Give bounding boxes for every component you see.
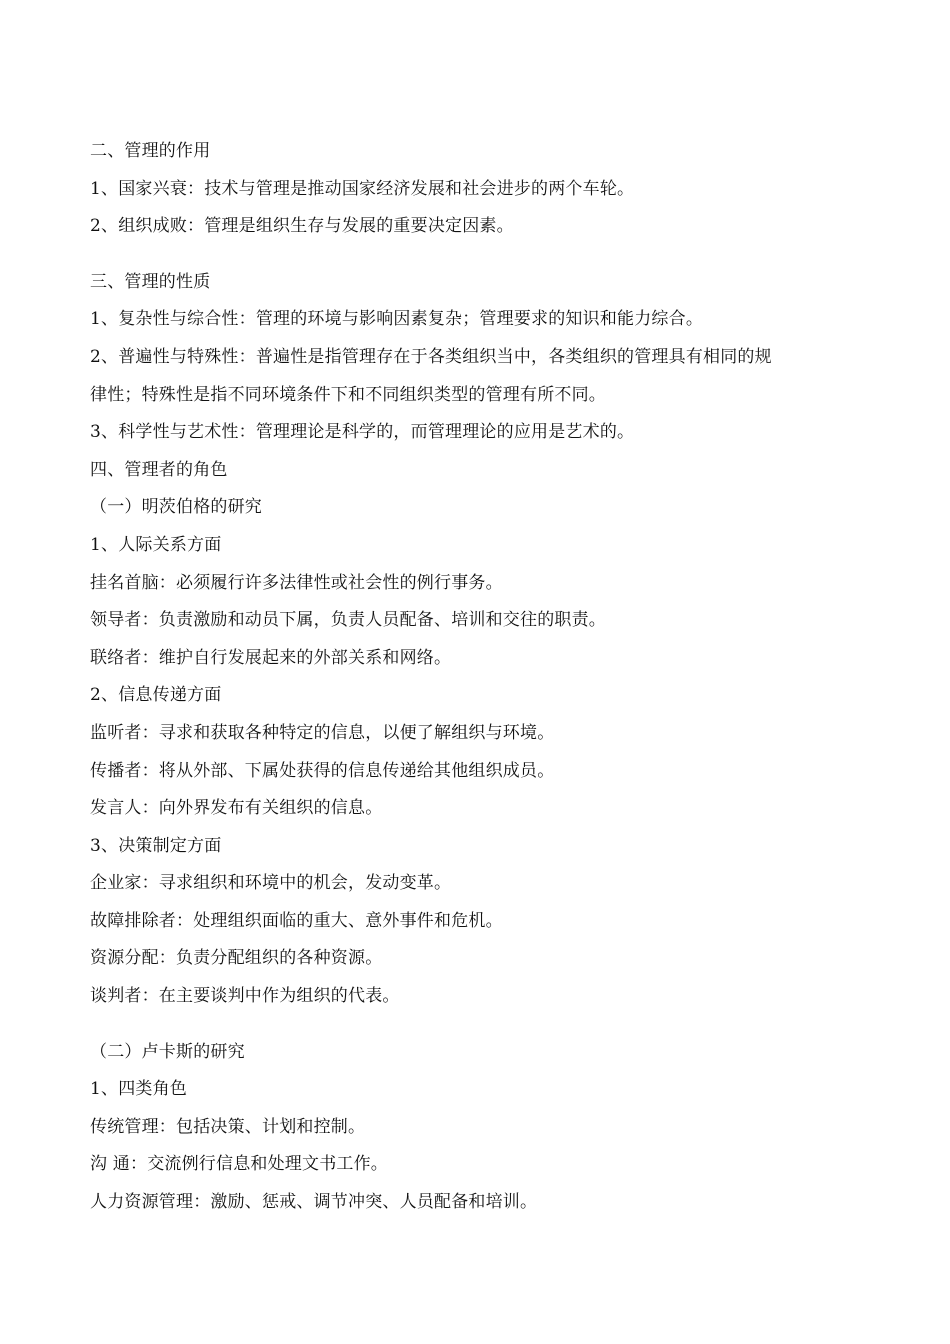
document-body: [90, 133, 880, 1222]
paragraph-line: 传播者：将从外部、下属处获得的信息传递给其他组织成员。: [90, 760, 555, 781]
paragraph-gap: [90, 246, 880, 264]
paragraph-line: 传统管理：包括决策、计划和控制。: [90, 1116, 366, 1137]
paragraph-line: 人力资源管理：激励、惩戒、调节冲突、人员配备和培训。: [90, 1192, 538, 1213]
paragraph-line: 1、复杂性与综合性：管理的环境与影响因素复杂；管理要求的知识和能力综合。: [90, 309, 704, 330]
paragraph-line: 1、人际关系方面: [90, 534, 222, 555]
subsection-heading-lucas: （二）卢卡斯的研究: [90, 1041, 245, 1062]
paragraph-line: 联络者：维护自行发展起来的外部关系和网络。: [90, 647, 452, 668]
paragraph-line: 领导者：负责激励和动员下属，负责人员配备、培训和交往的职责。: [90, 610, 606, 631]
paragraph-line: 2、普遍性与特殊性：普遍性是指管理存在于各类组织当中，各类组织的管理具有相同的规: [90, 346, 772, 367]
paragraph-gap: [90, 1016, 880, 1034]
paragraph-line: 沟 通：交流例行信息和处理文书工作。: [90, 1154, 389, 1175]
paragraph-line: 监听者：寻求和获取各种特定的信息，以便了解组织与环境。: [90, 722, 555, 743]
section-heading-role: 二、管理的作用: [90, 141, 211, 161]
section-heading-nature: 三、管理的性质: [90, 271, 211, 292]
paragraph-line: 1、国家兴衰：技术与管理是推动国家经济发展和社会进步的两个车轮。: [90, 178, 635, 199]
paragraph-line: 2、信息传递方面: [90, 685, 222, 706]
paragraph-line: 资源分配：负责分配组织的各种资源。: [90, 948, 383, 969]
paragraph-line: 3、决策制定方面: [90, 835, 222, 856]
paragraph-line: 律性；特殊性是指不同环境条件下和不同组织类型的管理有所不同。: [90, 384, 606, 405]
paragraph-line: 发言人：向外界发布有关组织的信息。: [90, 798, 383, 819]
paragraph-line: 3、科学性与艺术性：管理理论是科学的，而管理理论的应用是艺术的。: [90, 422, 635, 443]
subsection-heading-mintzberg: （一）明茨伯格的研究: [90, 497, 262, 518]
paragraph-line: 1、四类角色: [90, 1079, 188, 1100]
paragraph-line: 故障排除者：处理组织面临的重大、意外事件和危机。: [90, 910, 503, 931]
paragraph-line: 谈判者：在主要谈判中作为组织的代表。: [90, 986, 400, 1007]
paragraph-line: 企业家：寻求组织和环境中的机会，发动变革。: [90, 873, 452, 894]
section-heading-manager-roles: 四、管理者的角色: [90, 459, 228, 480]
paragraph-line: 2、组织成败：管理是组织生存与发展的重要决定因素。: [90, 216, 514, 237]
paragraph-line: 挂名首脑：必须履行许多法律性或社会性的例行事务。: [90, 572, 503, 593]
